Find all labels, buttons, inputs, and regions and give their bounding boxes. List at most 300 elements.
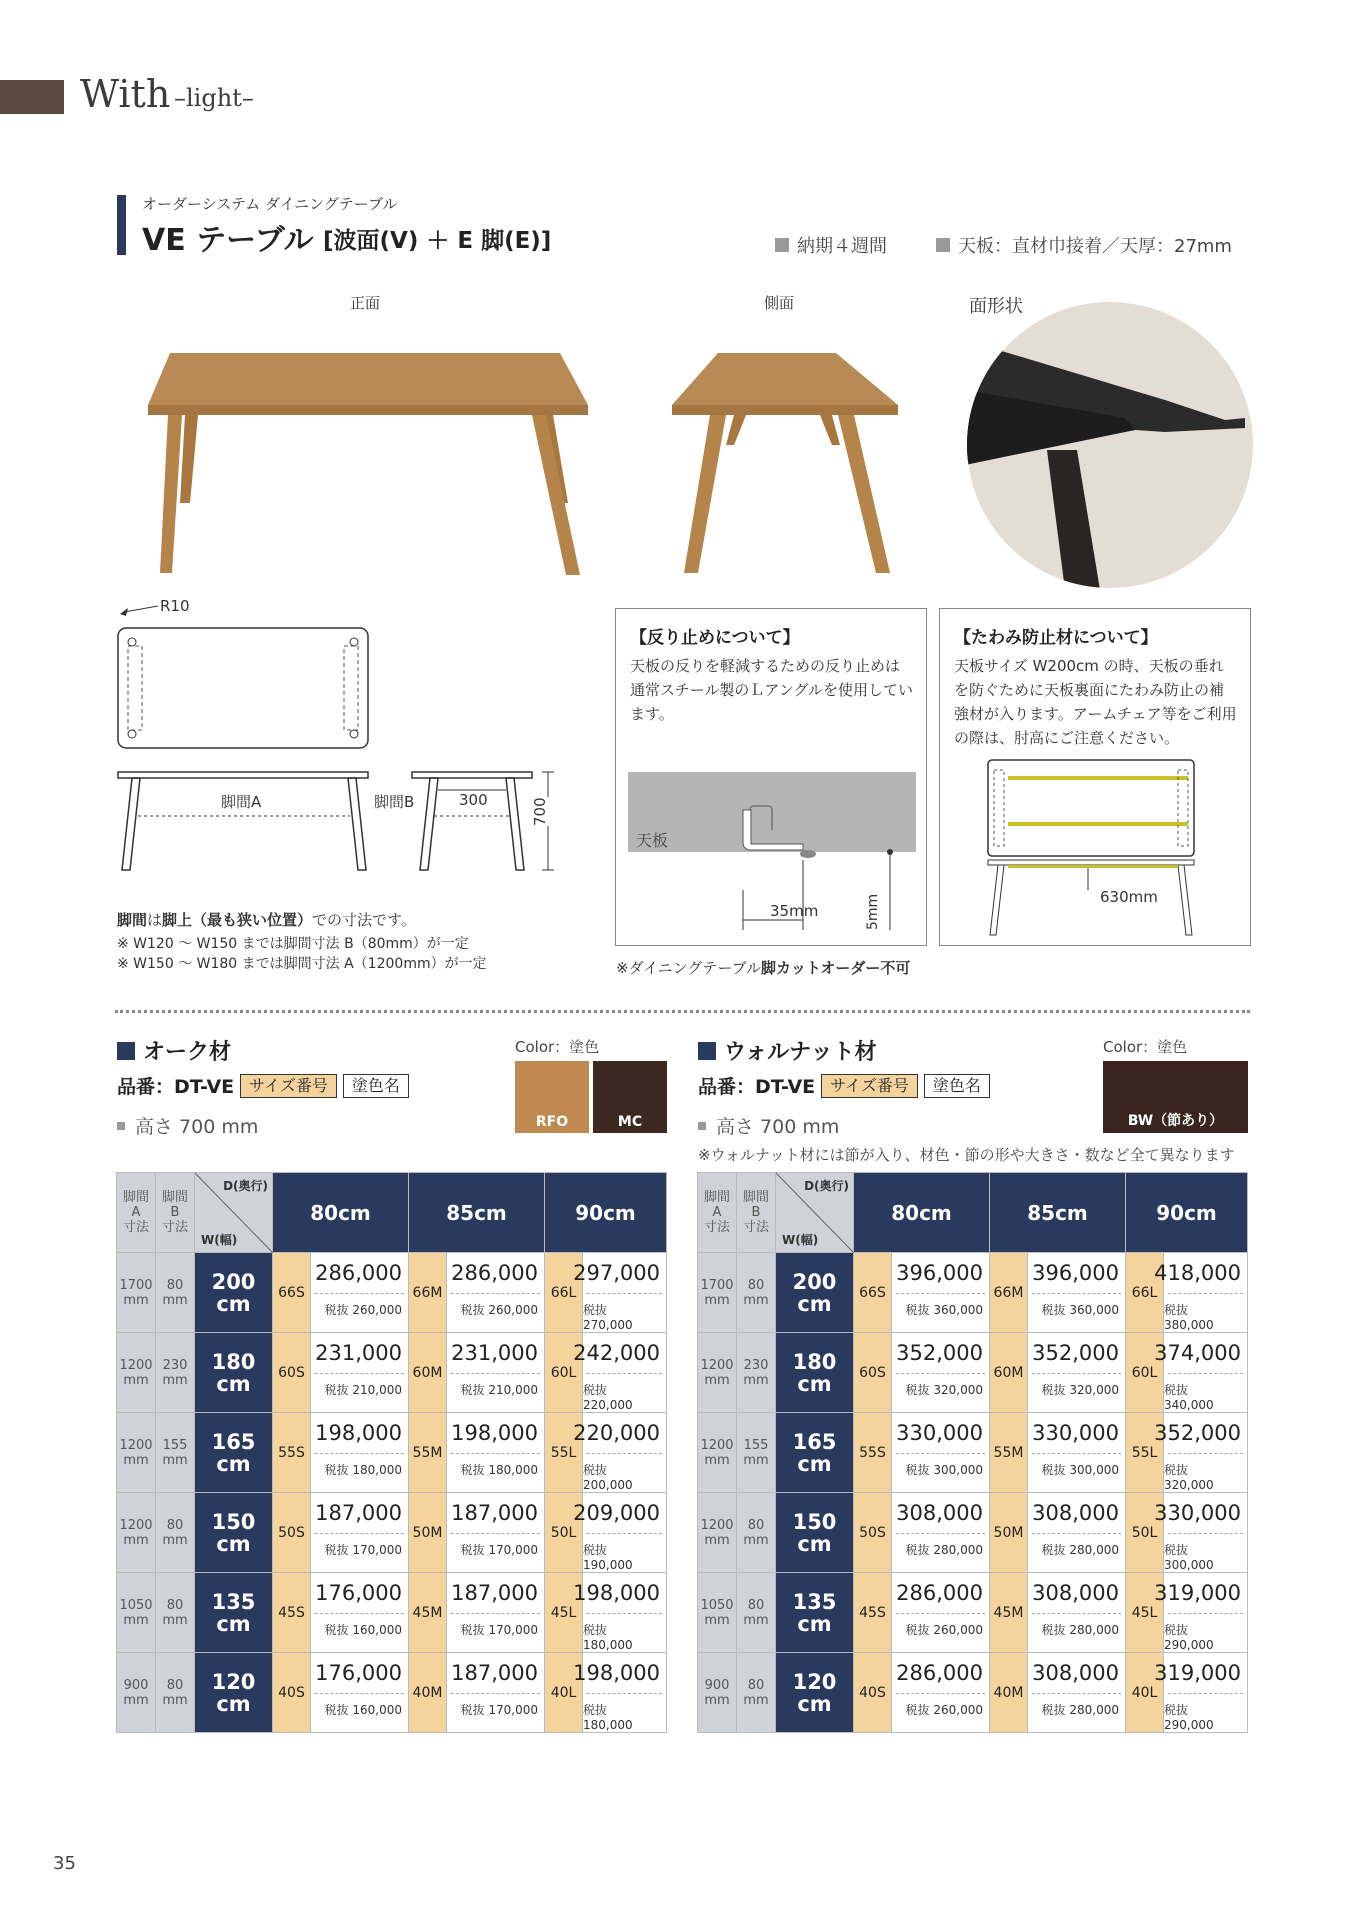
leg-b-label: 脚間B: [374, 793, 415, 811]
price-separator: [315, 1453, 404, 1454]
leg-b-value: 80: [747, 1517, 765, 1533]
width-value: 180: [792, 1349, 837, 1374]
size-code: 50S: [273, 1493, 311, 1573]
leg-b-unit: mm: [743, 1292, 769, 1308]
price-separator: [896, 1613, 985, 1614]
leg-b-cell: [156, 1253, 195, 1333]
size-code: 55M: [990, 1413, 1028, 1493]
leg-a-value: 1200: [119, 1357, 153, 1373]
width-unit: cm: [216, 1451, 251, 1476]
table-header-row: [117, 1173, 667, 1253]
price-tax-excluded: 税抜 210,000: [324, 1383, 402, 1397]
section-divider: [115, 1010, 1250, 1013]
price-value: 330,000: [1032, 1421, 1119, 1445]
leg-a-unit: mm: [123, 1452, 149, 1468]
price-tax-excluded: 税抜 210,000: [460, 1383, 538, 1397]
deflection-diagram: [980, 750, 1220, 940]
header-leg-b-line: B: [170, 1205, 180, 1220]
price-value: 396,000: [896, 1261, 983, 1285]
page-number: 35: [53, 1853, 76, 1874]
header-leg-a-line: 寸法: [703, 1220, 730, 1235]
price-value: 231,000: [315, 1341, 402, 1365]
price-separator: [1032, 1613, 1121, 1614]
size-code: 66M: [409, 1253, 447, 1333]
walnut-height-text: 高さ 700 mm: [716, 1116, 840, 1138]
size-code: 66S: [854, 1253, 892, 1333]
leg-b-cell: [156, 1413, 195, 1493]
price-separator: [587, 1453, 662, 1454]
width-unit: cm: [216, 1291, 251, 1316]
width-value: 150: [792, 1509, 837, 1534]
table-row: [698, 1253, 1248, 1333]
price-cell: [1154, 1333, 1248, 1413]
price-cell: [311, 1333, 409, 1413]
price-value: 330,000: [896, 1421, 983, 1445]
leg-b-unit: mm: [743, 1532, 769, 1548]
price-separator: [315, 1533, 404, 1534]
leg-b-unit: mm: [743, 1452, 769, 1468]
walnut-model-prefix: 品番：DT-VE: [698, 1076, 816, 1098]
width-cell: [776, 1253, 854, 1333]
price-cell: [311, 1573, 409, 1653]
leg-b-value: 80: [747, 1677, 765, 1693]
leg-b-unit: mm: [162, 1532, 188, 1548]
price-tax-excluded: 税抜 270,000: [583, 1303, 633, 1332]
table-row: [117, 1413, 667, 1493]
price-tax-excluded: 税抜 170,000: [460, 1543, 538, 1557]
price-cell: [1154, 1493, 1248, 1573]
header-leg-a-line: 寸法: [122, 1220, 149, 1235]
price-value: 198,000: [451, 1421, 538, 1445]
width-value: 150: [211, 1509, 256, 1534]
price-cell: [573, 1653, 667, 1733]
price-separator: [1168, 1373, 1243, 1374]
leg-note-bold2: 脚上（最も狭い位置）: [162, 911, 313, 929]
price-separator: [896, 1373, 985, 1374]
leg-note-3: ※ W150 ～ W180 までは脚間寸法 A（1200mm）が一定: [117, 956, 487, 972]
price-separator: [451, 1453, 540, 1454]
table-row: [698, 1413, 1248, 1493]
header-leg-a-line: 脚間: [703, 1190, 730, 1205]
leg-b-value: 80: [166, 1677, 184, 1693]
table-row: [117, 1653, 667, 1733]
size-code: 66L: [545, 1253, 583, 1333]
price-tax-excluded: 税抜 200,000: [583, 1463, 633, 1492]
leg-a-unit: mm: [704, 1292, 730, 1308]
price-value: 286,000: [315, 1261, 402, 1285]
price-separator: [1168, 1613, 1243, 1614]
edge-view-label: 面形状: [969, 296, 1023, 317]
table-row: [698, 1493, 1248, 1573]
width-cell: [195, 1413, 273, 1493]
leg-b-value: 80: [166, 1517, 184, 1533]
depth-header-1: 85cm: [409, 1173, 545, 1253]
header-leg-b-line: 寸法: [742, 1220, 769, 1235]
oak-color-tag: 塗色名: [343, 1074, 409, 1098]
leg-b-cell: [737, 1653, 776, 1733]
width-value: 200: [792, 1269, 837, 1294]
price-value: 374,000: [1154, 1341, 1241, 1365]
price-tax-excluded: 税抜 280,000: [1041, 1703, 1119, 1717]
leg-b-cell: [737, 1573, 776, 1653]
leg-b-cell: [737, 1493, 776, 1573]
size-code: 66M: [990, 1253, 1028, 1333]
width-cell: [776, 1653, 854, 1733]
leg-b-unit: mm: [743, 1612, 769, 1628]
oak-color-label: Color：塗色: [515, 1038, 600, 1056]
walnut-price-table: [697, 1172, 1248, 1733]
size-code: 40L: [545, 1653, 583, 1733]
price-value: 242,000: [573, 1341, 660, 1365]
price-value: 231,000: [451, 1341, 538, 1365]
leg-a-unit: mm: [704, 1692, 730, 1708]
cut-order-note-pre: ※ダイニングテーブル: [616, 959, 762, 977]
leg-a-unit: mm: [704, 1372, 730, 1388]
leg-b-cell: [737, 1413, 776, 1493]
price-separator: [896, 1533, 985, 1534]
leg-a-value: 1700: [119, 1277, 153, 1293]
price-cell: [1028, 1413, 1126, 1493]
depth-header-1: 85cm: [990, 1173, 1126, 1253]
price-cell: [573, 1573, 667, 1653]
price-tax-excluded: 税抜 320,000: [1041, 1383, 1119, 1397]
price-cell: [892, 1413, 990, 1493]
price-cell: [447, 1493, 545, 1573]
price-value: 319,000: [1154, 1581, 1241, 1605]
price-separator: [1032, 1293, 1121, 1294]
brand-title: With: [80, 72, 171, 116]
price-value: 308,000: [896, 1501, 983, 1525]
size-code: 45L: [545, 1573, 583, 1653]
leg-a-unit: mm: [123, 1692, 149, 1708]
leg-a-cell: [117, 1573, 156, 1653]
price-value: 209,000: [573, 1501, 660, 1525]
leg-note-bold1: 脚間: [117, 911, 148, 929]
price-separator: [1032, 1453, 1121, 1454]
leg-b-unit: mm: [162, 1292, 188, 1308]
oak-model-line: [117, 1072, 409, 1099]
table-row: [698, 1653, 1248, 1733]
table-row: [117, 1253, 667, 1333]
price-cell: [311, 1413, 409, 1493]
width-value: 200: [211, 1269, 256, 1294]
walnut-swatch-bw: [1103, 1061, 1248, 1133]
width-value: 135: [792, 1589, 837, 1614]
price-value: 187,000: [451, 1661, 538, 1685]
oak-height: [117, 1112, 258, 1139]
dim-700: 700: [531, 797, 549, 826]
price-separator: [587, 1613, 662, 1614]
leg-a-value: 900: [123, 1677, 149, 1693]
dim-630mm: 630mm: [1100, 888, 1158, 906]
price-tax-excluded: 税抜 290,000: [1164, 1703, 1214, 1732]
leg-a-value: 1200: [700, 1517, 734, 1533]
price-tax-excluded: 税抜 260,000: [324, 1303, 402, 1317]
top-spec: [936, 232, 1232, 258]
price-tax-excluded: 税抜 320,000: [1164, 1463, 1214, 1492]
product-name-sub: [波面(V) ＋ E 脚(E)]: [323, 228, 552, 254]
price-separator: [896, 1453, 985, 1454]
cut-order-note: [616, 958, 910, 978]
price-tax-excluded: 税抜 220,000: [583, 1383, 633, 1412]
price-separator: [315, 1613, 404, 1614]
price-cell: [1154, 1253, 1248, 1333]
width-cell: [776, 1493, 854, 1573]
depth-header-0: 80cm: [273, 1173, 409, 1253]
size-code: 45L: [1126, 1573, 1164, 1653]
width-cell: [776, 1333, 854, 1413]
leg-a-cell: [698, 1573, 737, 1653]
edge-profile-illustration: [965, 300, 1255, 590]
leg-a-unit: mm: [704, 1452, 730, 1468]
cut-order-note-bold: 脚カットオーダー不可: [761, 959, 911, 977]
walnut-color-tag: 塗色名: [924, 1074, 990, 1098]
leg-note-mid: は: [147, 911, 163, 929]
price-tax-excluded: 税抜 260,000: [905, 1703, 983, 1717]
header-leg-b-line: 脚間: [161, 1190, 188, 1205]
leg-a-cell: [698, 1653, 737, 1733]
leg-a-cell: [117, 1653, 156, 1733]
leg-b-unit: mm: [162, 1452, 188, 1468]
oak-price-table: [116, 1172, 667, 1733]
price-cell: [892, 1653, 990, 1733]
leg-b-unit: mm: [162, 1612, 188, 1628]
table-row: [698, 1573, 1248, 1653]
price-value: 187,000: [451, 1581, 538, 1605]
price-value: 297,000: [573, 1261, 660, 1285]
price-cell: [447, 1573, 545, 1653]
price-tax-excluded: 税抜 300,000: [1164, 1543, 1214, 1572]
price-tax-excluded: 税抜 260,000: [905, 1623, 983, 1637]
price-tax-excluded: 税抜 180,000: [324, 1463, 402, 1477]
leg-a-cell: [698, 1413, 737, 1493]
leg-b-unit: mm: [162, 1372, 188, 1388]
leg-a-cell: [698, 1333, 737, 1413]
price-tax-excluded: 税抜 360,000: [1041, 1303, 1119, 1317]
price-value: 396,000: [1032, 1261, 1119, 1285]
price-tax-excluded: 税抜 170,000: [460, 1623, 538, 1637]
width-cell: [776, 1573, 854, 1653]
width-cell: [776, 1413, 854, 1493]
size-code: 40M: [409, 1653, 447, 1733]
price-separator: [451, 1293, 540, 1294]
price-tax-excluded: 税抜 340,000: [1164, 1383, 1214, 1412]
width-unit: cm: [216, 1531, 251, 1556]
leg-a-unit: mm: [123, 1292, 149, 1308]
header-leg-a-line: A: [712, 1205, 722, 1220]
dim-300: 300: [459, 791, 488, 809]
price-cell: [573, 1333, 667, 1413]
leg-b-value: 230: [743, 1357, 769, 1373]
plan-diagram: [112, 600, 572, 880]
price-cell: [573, 1413, 667, 1493]
leg-note: [117, 910, 416, 930]
table-row: [117, 1493, 667, 1573]
size-code: 50L: [1126, 1493, 1164, 1573]
oak-title: [117, 1035, 231, 1066]
price-tax-excluded: 税抜 190,000: [583, 1543, 633, 1572]
walnut-note: ※ウォルナット材には節が入り、材色・節の形や大きさ・数など全て異なります: [698, 1146, 1235, 1164]
header-leg-a-line: 脚間: [122, 1190, 149, 1205]
leg-a-cell: [698, 1493, 737, 1573]
header-depth-width: [776, 1173, 854, 1253]
size-code: 50L: [545, 1493, 583, 1573]
leg-b-cell: [737, 1253, 776, 1333]
leg-note-2: ※ W120 ～ W150 までは脚間寸法 B（80mm）が一定: [117, 936, 469, 952]
header-depth-width: [195, 1173, 273, 1253]
size-code: 60S: [854, 1333, 892, 1413]
price-cell: [311, 1253, 409, 1333]
price-tax-excluded: 税抜 260,000: [460, 1303, 538, 1317]
price-value: 286,000: [896, 1581, 983, 1605]
price-separator: [896, 1693, 985, 1694]
plate-label: 天板: [636, 831, 669, 850]
header-leg-b: [156, 1173, 195, 1253]
price-tax-excluded: 税抜 160,000: [324, 1703, 402, 1717]
header-accent-bar: [0, 80, 64, 114]
price-tax-excluded: 税抜 380,000: [1164, 1303, 1214, 1332]
size-code: 60M: [409, 1333, 447, 1413]
side-view-label: 側面: [764, 294, 795, 312]
depth-header-2: 90cm: [545, 1173, 667, 1253]
price-separator: [1168, 1693, 1243, 1694]
price-value: 187,000: [315, 1501, 402, 1525]
oak-swatch-rfo-label: RFO: [535, 1114, 569, 1130]
price-value: 330,000: [1154, 1501, 1241, 1525]
size-code: 45S: [273, 1573, 311, 1653]
leg-b-cell: [156, 1493, 195, 1573]
leg-b-value: 80: [747, 1597, 765, 1613]
size-code: 45M: [990, 1573, 1028, 1653]
price-tax-excluded: 税抜 280,000: [1041, 1623, 1119, 1637]
oak-size-tag: サイズ番号: [240, 1074, 337, 1098]
leg-a-value: 1200: [700, 1357, 734, 1373]
price-tax-excluded: 税抜 290,000: [1164, 1623, 1214, 1652]
price-cell: [892, 1253, 990, 1333]
width-cell: [195, 1493, 273, 1573]
oak-swatch-rfo: [515, 1061, 589, 1133]
leg-a-unit: mm: [123, 1372, 149, 1388]
header-leg-b-line: 脚間: [742, 1190, 769, 1205]
leg-a-value: 900: [704, 1677, 730, 1693]
oak-title-text: オーク材: [143, 1040, 232, 1065]
price-value: 308,000: [1032, 1581, 1119, 1605]
price-value: 418,000: [1154, 1261, 1241, 1285]
price-value: 308,000: [1032, 1661, 1119, 1685]
price-cell: [311, 1653, 409, 1733]
price-separator: [1168, 1453, 1243, 1454]
oak-model-prefix: 品番：DT-VE: [117, 1076, 235, 1098]
leg-b-unit: mm: [743, 1692, 769, 1708]
leg-a-cell: [117, 1253, 156, 1333]
walnut-height: [698, 1112, 839, 1139]
price-separator: [1168, 1533, 1243, 1534]
price-value: 198,000: [573, 1661, 660, 1685]
width-value: 120: [792, 1669, 837, 1694]
header-leg-a: [117, 1173, 156, 1253]
price-separator: [451, 1533, 540, 1534]
leg-b-value: 230: [162, 1357, 188, 1373]
price-value: 198,000: [315, 1421, 402, 1445]
price-cell: [1028, 1253, 1126, 1333]
price-cell: [447, 1253, 545, 1333]
size-code: 60L: [1126, 1333, 1164, 1413]
width-unit: cm: [797, 1371, 832, 1396]
width-unit: cm: [216, 1611, 251, 1636]
price-cell: [311, 1493, 409, 1573]
size-code: 45M: [409, 1573, 447, 1653]
price-separator: [315, 1373, 404, 1374]
price-cell: [1028, 1653, 1126, 1733]
leg-b-cell: [156, 1333, 195, 1413]
price-tax-excluded: 税抜 170,000: [460, 1703, 538, 1717]
size-code: 50M: [990, 1493, 1028, 1573]
size-code: 40M: [990, 1653, 1028, 1733]
walnut-title: [698, 1035, 877, 1066]
width-unit: cm: [216, 1371, 251, 1396]
depth-header-0: 80cm: [854, 1173, 990, 1253]
price-value: 187,000: [451, 1501, 538, 1525]
leg-a-unit: mm: [123, 1612, 149, 1628]
product-category: オーダーシステム ダイニングテーブル: [142, 195, 398, 213]
price-separator: [1032, 1533, 1121, 1534]
size-code: 40L: [1126, 1653, 1164, 1733]
price-value: 352,000: [1154, 1421, 1241, 1445]
walnut-model-line: [698, 1072, 990, 1099]
front-table-illustration: [140, 345, 600, 585]
header-leg-a-line: A: [131, 1205, 141, 1220]
table-row: [698, 1333, 1248, 1413]
price-tax-excluded: 税抜 280,000: [1041, 1543, 1119, 1557]
price-tax-excluded: 税抜 180,000: [583, 1703, 633, 1732]
price-value: 352,000: [896, 1341, 983, 1365]
price-tax-excluded: 税抜 170,000: [324, 1543, 402, 1557]
header-width-label: W(幅): [782, 1233, 819, 1247]
leg-a-value: 1700: [700, 1277, 734, 1293]
leg-b-cell: [737, 1333, 776, 1413]
title-accent-bar: [117, 195, 126, 255]
price-tax-excluded: 税抜 360,000: [905, 1303, 983, 1317]
header-depth-label: D(奥行): [804, 1179, 849, 1193]
leg-a-value: 1050: [119, 1597, 153, 1613]
price-separator: [1032, 1693, 1121, 1694]
price-cell: [1028, 1333, 1126, 1413]
leg-a-unit: mm: [123, 1532, 149, 1548]
width-cell: [195, 1253, 273, 1333]
leg-a-label: 脚間A: [218, 791, 264, 812]
price-separator: [587, 1533, 662, 1534]
price-tax-excluded: 税抜 300,000: [1041, 1463, 1119, 1477]
price-separator: [896, 1293, 985, 1294]
price-separator: [1168, 1293, 1243, 1294]
leg-b-cell: [156, 1653, 195, 1733]
leg-b-value: 155: [162, 1437, 188, 1453]
price-value: 176,000: [315, 1661, 402, 1685]
warp-stop-body: 天板の反りを軽減するための反り止めは通常スチール製のＬアングルを使用しています。: [630, 657, 914, 723]
price-cell: [1154, 1653, 1248, 1733]
leg-a-unit: mm: [704, 1612, 730, 1628]
leg-a-value: 1200: [700, 1437, 734, 1453]
price-separator: [451, 1693, 540, 1694]
walnut-color-label: Color：塗色: [1103, 1038, 1188, 1056]
width-cell: [195, 1653, 273, 1733]
leg-b-value: 80: [166, 1597, 184, 1613]
size-code: 55S: [273, 1413, 311, 1493]
price-tax-excluded: 税抜 180,000: [460, 1463, 538, 1477]
top-text: 天板：直材巾接着／天厚：27mm: [958, 236, 1232, 257]
deflection-title: 【たわみ防止材について】: [954, 628, 1158, 648]
size-code: 40S: [854, 1653, 892, 1733]
